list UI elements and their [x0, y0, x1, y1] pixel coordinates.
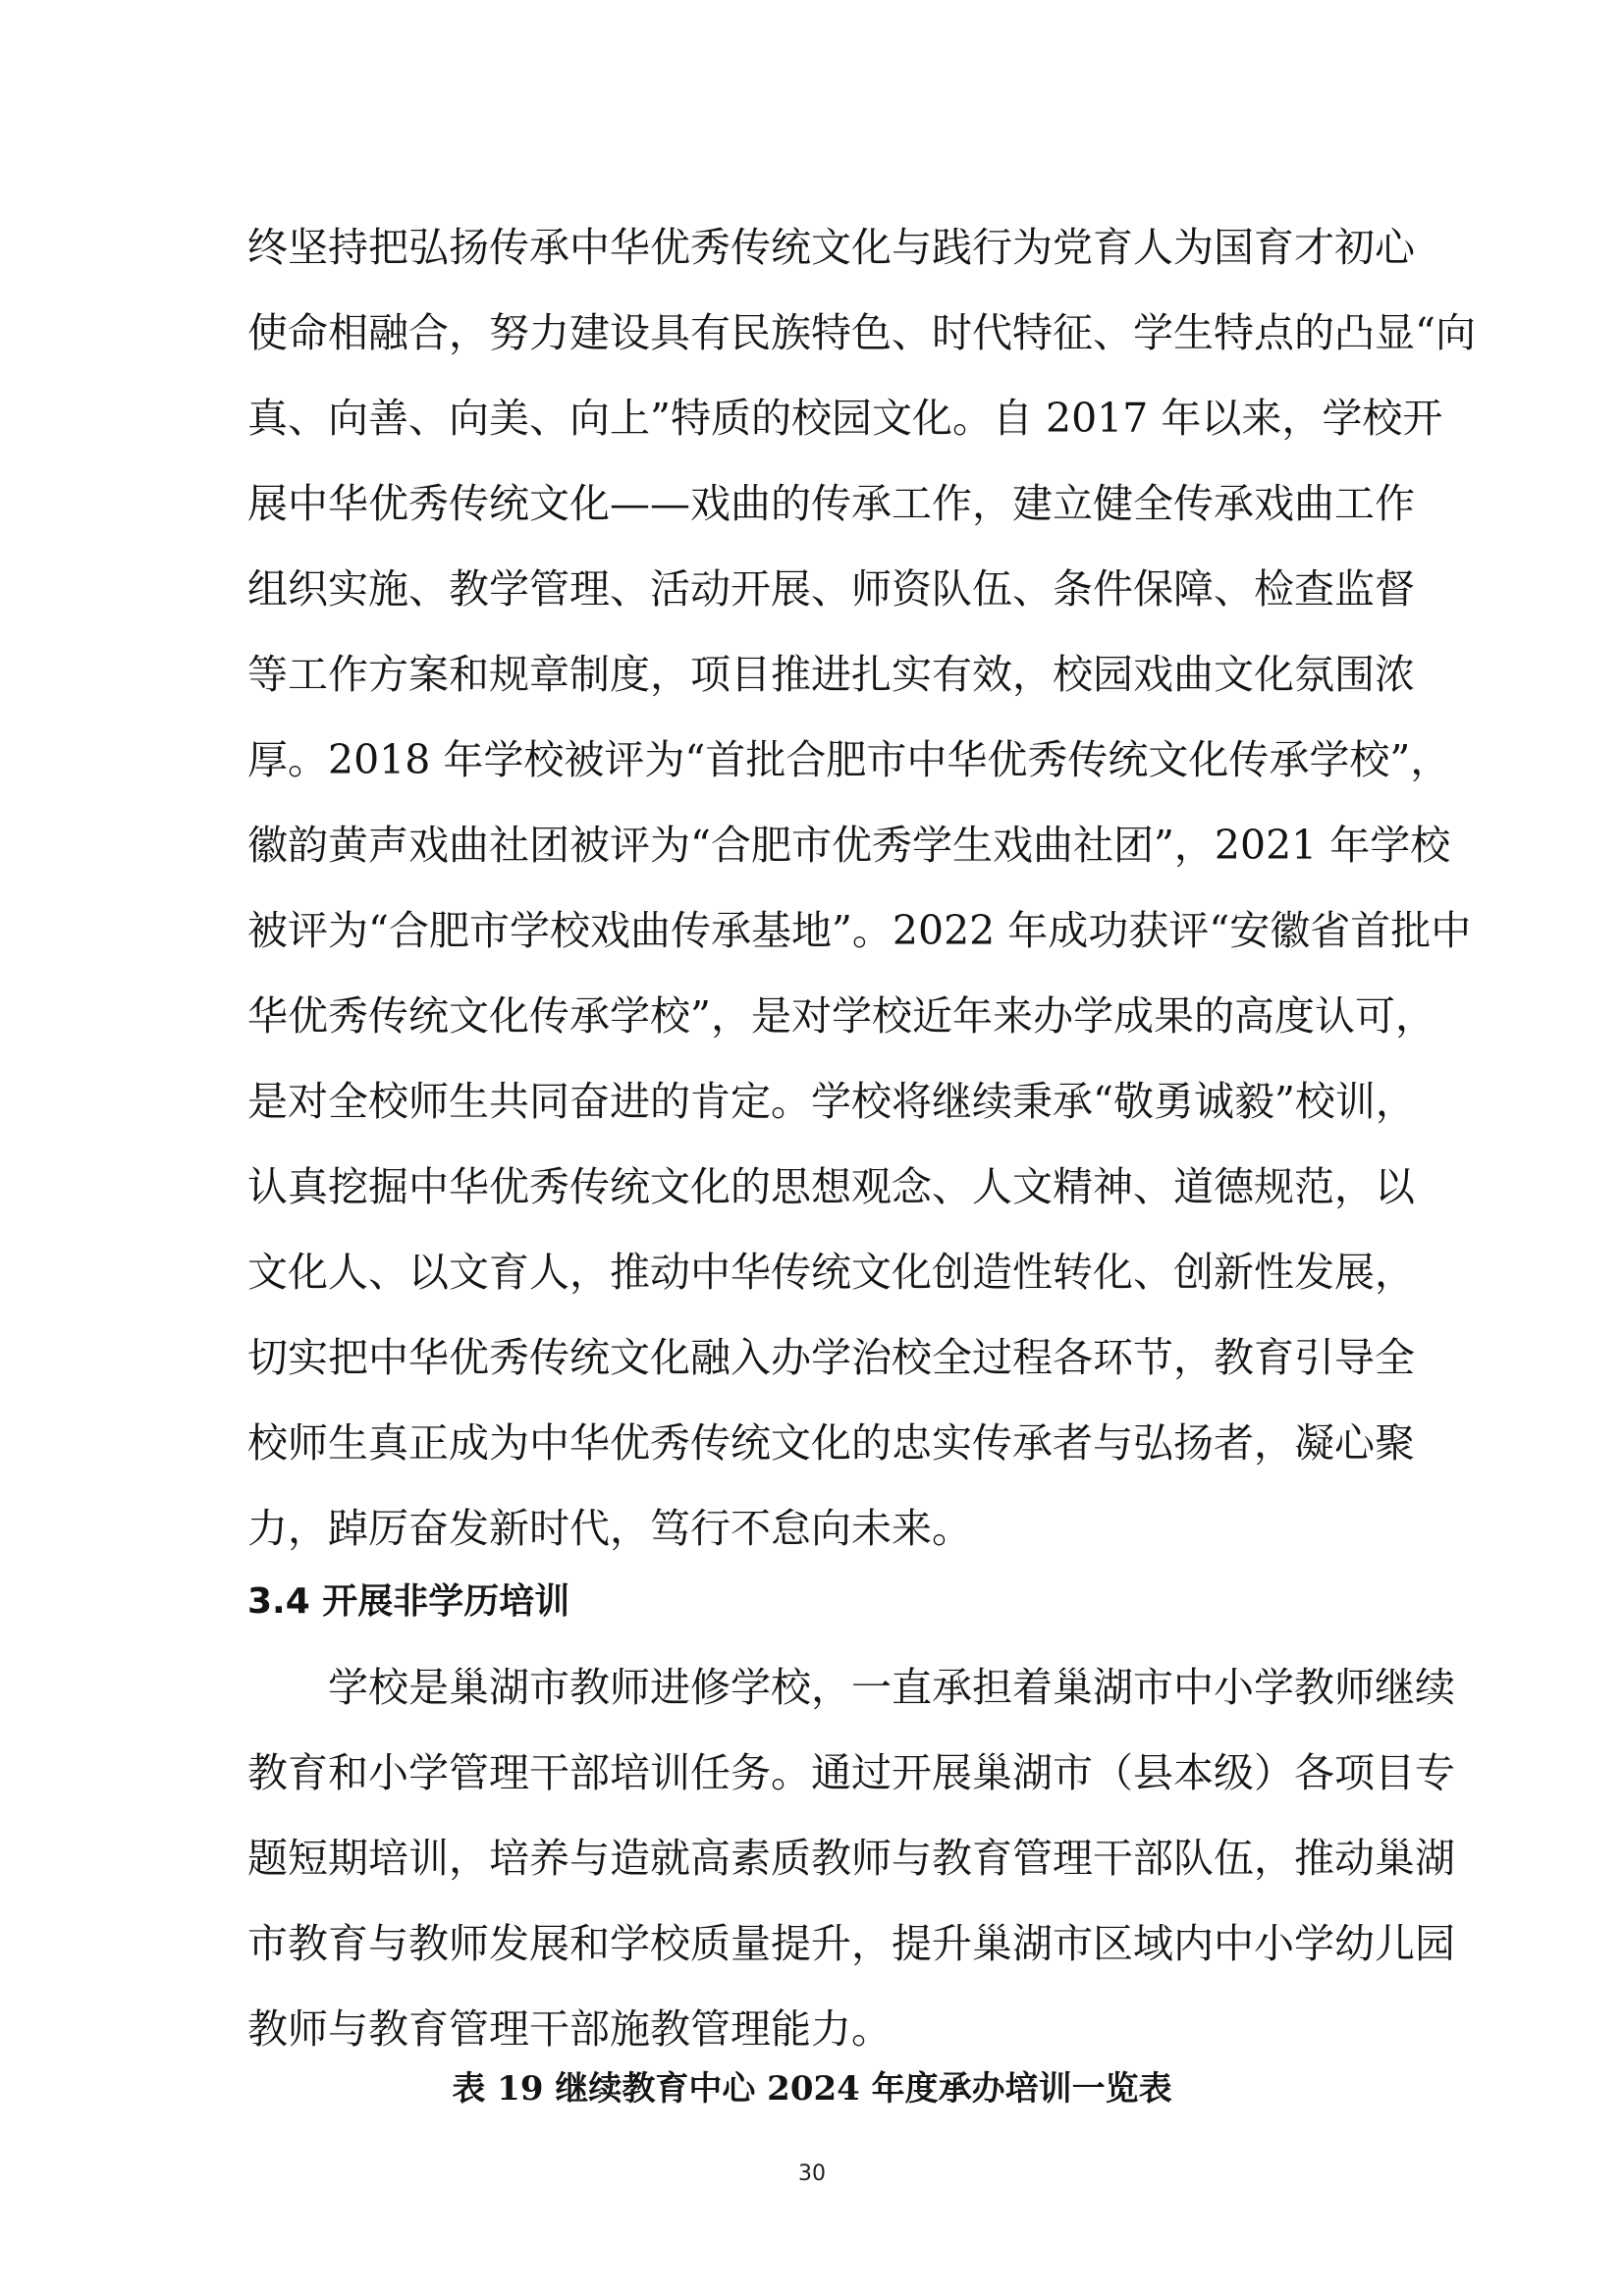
paragraph-line: 市教育与教师发展和学校质量提升，提升巢湖市区域内中小学幼儿园	[247, 1920, 1455, 1967]
paragraph-line: 组织实施、教学管理、活动开展、师资队伍、条件保障、检查监督	[247, 565, 1415, 613]
paragraph-line: 终坚持把弘扬传承中华优秀传统文化与践行为党育人为国育才初心	[247, 224, 1415, 271]
paragraph-line: 文化人、以文育人，推动中华传统文化创造性转化、创新性发展，	[247, 1249, 1415, 1296]
paragraph-line: 题短期培训，培养与造就高素质教师与教育管理干部队伍，推动巢湖	[247, 1835, 1455, 1882]
paragraph-line: 展中华优秀传统文化——戏曲的传承工作，建立健全传承戏曲工作	[247, 480, 1415, 527]
paragraph-line: 厚。2018 年学校被评为“首批合肥市中华优秀传统文化传承学校”，	[247, 736, 1451, 783]
table-caption: 表 19 继续教育中心 2024 年度承办培训一览表	[452, 2069, 1172, 2109]
paragraph-line: 徽韵黄声戏曲社团被评为“合肥市优秀学生戏曲社团”，2021 年学校	[247, 822, 1451, 869]
paragraph-line: 认真挖掘中华优秀传统文化的思想观念、人文精神、道德规范，以	[247, 1163, 1415, 1210]
paragraph-line: 使命相融合，努力建设具有民族特色、时代特征、学生特点的凸显“向	[247, 309, 1476, 356]
paragraph-line: 真、向善、向美、向上”特质的校园文化。自 2017 年以来，学校开	[247, 395, 1443, 442]
paragraph-line: 校师生真正成为中华优秀传统文化的忠实传承者与弘扬者，凝心聚	[247, 1419, 1415, 1467]
paragraph-line: 学校是巢湖市教师进修学校，一直承担着巢湖市中小学教师继续	[328, 1664, 1455, 1711]
section-heading: 3.4 开展非学历培训	[247, 1581, 570, 1622]
paragraph-line: 被评为“合肥市学校戏曲传承基地”。2022 年成功获评“安徽省首批中	[247, 907, 1472, 954]
paragraph-line: 是对全校师生共同奋进的肯定。学校将继续秉承“敬勇诚毅”校训，	[247, 1078, 1416, 1125]
paragraph-line: 华优秀传统文化传承学校”，是对学校近年来办学成果的高度认可，	[247, 992, 1435, 1040]
paragraph-line: 教师与教育管理干部施教管理能力。	[247, 2005, 892, 2053]
paragraph-line: 力，踔厉奋发新时代，笃行不怠向未来。	[247, 1505, 972, 1552]
paragraph-line: 切实把中华优秀传统文化融入办学治校全过程各环节，教育引导全	[247, 1334, 1415, 1381]
page-number: 30	[798, 2162, 826, 2186]
paragraph-line: 教育和小学管理干部培训任务。通过开展巢湖市（县本级）各项目专	[247, 1749, 1455, 1796]
paragraph-line: 等工作方案和规章制度，项目推进扎实有效，校园戏曲文化氛围浓	[247, 651, 1415, 698]
